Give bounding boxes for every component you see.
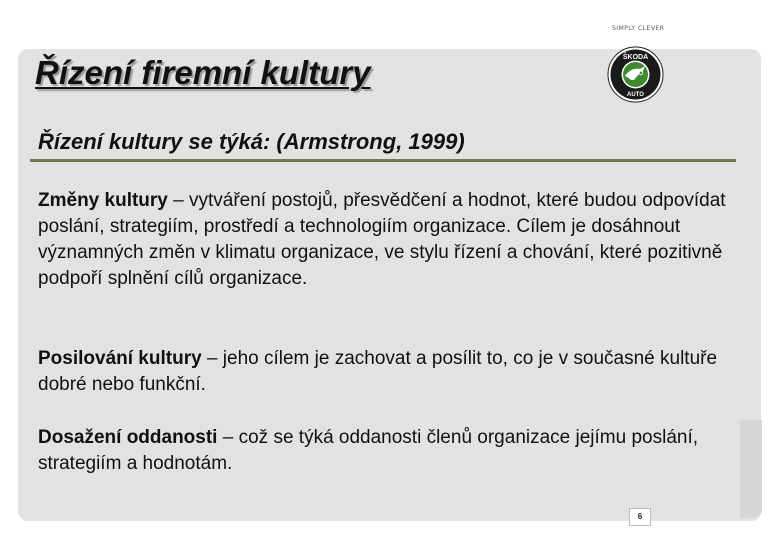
paragraph-lead: Změny kultury [38,190,168,211]
slide-title: Řízení firemní kultury [35,54,371,91]
paragraph-text: – což se týká oddanosti členů organizace jejímu poslání, strategiím a hodnotám. [38,427,699,474]
logo-text-bottom: AUTO [627,92,644,98]
logo-text-top: ŠKODA [622,54,649,61]
paragraph-lead: Posilování kultury [38,348,202,369]
paragraph-commitment [38,425,738,477]
paragraph-culture-reinforcement [38,346,738,398]
paragraph-text: – jeho cílem je zachovat a posílit to, co je v současné kultuře dobré nebo funkční. [38,348,718,395]
page-number: 6 [629,508,651,526]
slide-edge-strip [740,420,762,518]
paragraph-lead: Dosažení oddanosti [38,427,218,448]
subtitle-divider [30,159,736,162]
brand-tagline: SIMPLY CLEVER [612,25,665,32]
paragraph-culture-change [38,188,738,292]
paragraph-text: – vytváření postojů, přesvědčení a hodnot, které budou odpovídat poslání, strategiím, prostředí a technologiím organizace. Cílem je dosáhnout významných změn v klimatu organizace, ve stylu řízení a chování, které pozitivně podpoří splnění cílů organizace. [38,190,726,289]
skoda-logo-icon [607,46,664,103]
slide-subtitle: Řízení kultury se týká: (Armstrong, 1999) [38,129,465,154]
